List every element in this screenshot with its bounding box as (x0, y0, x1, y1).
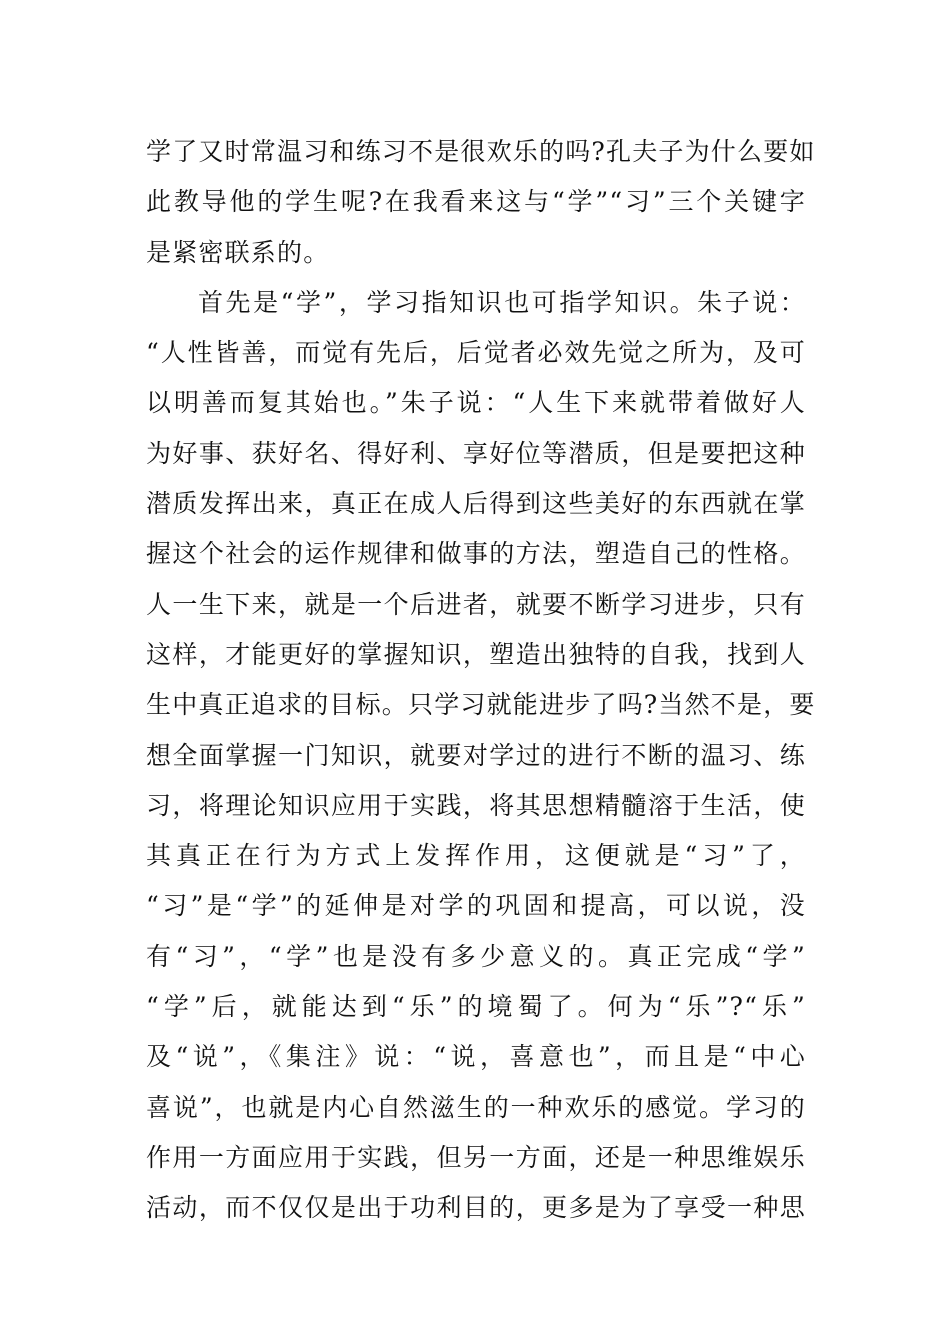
text-line: 及“说”，《集注》说：“说，喜意也”，而且是“中心 (146, 1042, 806, 1072)
text-line: 生中真正追求的目标。只学习就能进步了吗?当然不是，要 (146, 690, 816, 720)
text-line: “人性皆善，而觉有先后，后觉者必效先觉之所为，及可 (146, 338, 806, 368)
text-line: 潜质发挥出来，真正在成人后得到这些美好的东西就在掌 (146, 489, 806, 519)
text-line: 以明善而复其始也。”朱子说：“人生下来就带着做好人 (146, 388, 806, 418)
text-line: 是紧密联系的。 (146, 237, 330, 267)
text-line: 此教导他的学生呢?在我看来这与“学”“习”三个关键字 (146, 187, 806, 217)
text-line: 首先是“学”，学习指知识也可指学知识。朱子说： (198, 287, 806, 317)
text-line: 习，将理论知识应用于实践，将其思想精髓溶于生活，使 (146, 790, 806, 820)
text-line: 学了又时常温习和练习不是很欢乐的吗?孔夫子为什么要如 (146, 137, 816, 166)
text-line: 人一生下来，就是一个后进者，就要不断学习进步，只有 (146, 589, 806, 619)
text-line: “习”是“学”的延伸是对学的巩固和提高，可以说，没 (146, 891, 806, 921)
text-line: 这样，才能更好的掌握知识，塑造出独特的自我，找到人 (146, 639, 806, 669)
text-line: 握这个社会的运作规律和做事的方法，塑造自己的性格。 (146, 539, 806, 569)
text-line: “学”后，就能达到“乐”的境蜀了。何为“乐”?“乐” (146, 992, 806, 1022)
text-line: 喜说”，也就是内心自然滋生的一种欢乐的感觉。学习的 (146, 1092, 806, 1122)
text-line: 想全面掌握一门知识，就要对学过的进行不断的温习、练 (146, 740, 806, 770)
text-line: 为好事、获好名、得好利、享好位等潜质，但是要把这种 (146, 438, 806, 468)
body-text (146, 127, 816, 1234)
text-line: 活动，而不仅仅是出于功利目的，更多是为了享受一种思 (146, 1193, 806, 1223)
text-line: 作用一方面应用于实践，但另一方面，还是一种思维娱乐 (146, 1142, 806, 1172)
text-line: 有“习”，“学”也是没有多少意义的。真正完成“学” (146, 941, 806, 971)
text-line: 其真正在行为方式上发挥作用，这便就是“习”了， (146, 841, 806, 871)
